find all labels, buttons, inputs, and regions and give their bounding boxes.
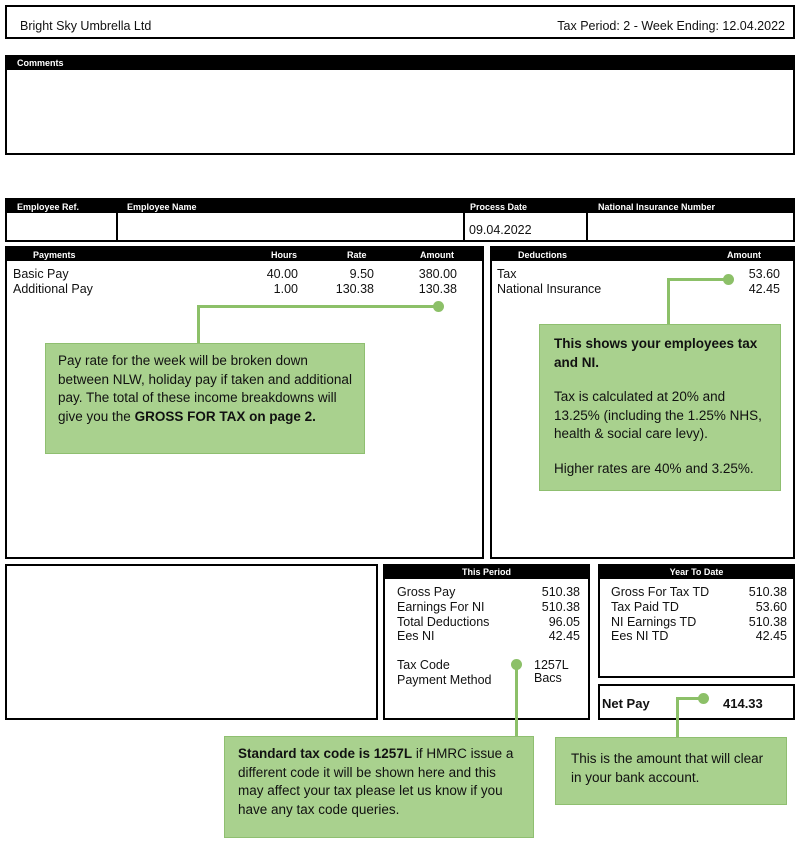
this-period-header bbox=[385, 566, 588, 579]
period-value: 510.38 bbox=[541, 600, 580, 614]
ytd-label: Year To Date bbox=[669, 567, 724, 577]
tax-code-callout bbox=[224, 736, 534, 838]
payments-header bbox=[7, 248, 482, 261]
period-label: Earnings For NI bbox=[397, 600, 485, 614]
callout-connector bbox=[197, 305, 200, 345]
net-pay-label: Net Pay bbox=[602, 696, 650, 711]
tax-code-value: 1257L bbox=[534, 658, 569, 672]
ytd-row-value: 510.38 bbox=[748, 585, 787, 599]
payments-callout-bold: GROSS FOR TAX on page 2. bbox=[134, 408, 316, 424]
tax-code-label: Tax Code bbox=[397, 658, 450, 672]
payment-method-label: Payment Method bbox=[397, 673, 492, 687]
period-value: 42.45 bbox=[548, 629, 580, 643]
net-pay-callout-text: This is the amount that will clear in your bank account. bbox=[571, 751, 764, 785]
col-rate: Rate bbox=[347, 250, 367, 260]
payment-rate: 130.38 bbox=[335, 282, 374, 296]
tax-code-callout-bold: Standard tax code is 1257L bbox=[238, 746, 413, 761]
ytd-row-label: Gross For Tax TD bbox=[611, 585, 710, 599]
net-pay-callout bbox=[555, 737, 787, 805]
payment-amount: 130.38 bbox=[418, 282, 457, 296]
callout-connector bbox=[667, 278, 729, 281]
deductions-callout bbox=[539, 324, 781, 491]
period-label: Ees NI bbox=[397, 629, 435, 643]
ytd-row-value: 510.38 bbox=[748, 615, 787, 629]
callout-dot bbox=[433, 301, 444, 312]
col-hours: Hours bbox=[271, 250, 298, 260]
deduction-desc: National Insurance bbox=[497, 282, 602, 296]
deduction-amount: 42.45 bbox=[748, 282, 780, 296]
payments-callout bbox=[45, 343, 365, 454]
process-date-label: Process Date bbox=[470, 202, 528, 212]
comments-label: Comments bbox=[17, 58, 64, 68]
deductions-callout-para: Higher rates are 40% and 3.25%. bbox=[554, 460, 754, 476]
callout-connector bbox=[515, 664, 518, 738]
payment-hours: 1.00 bbox=[273, 282, 298, 296]
period-value: 96.05 bbox=[548, 615, 580, 629]
net-pay-box bbox=[598, 684, 795, 720]
ytd-row-label: Tax Paid TD bbox=[611, 600, 679, 614]
employee-ref-label: Employee Ref. bbox=[17, 202, 80, 212]
payment-rate: 9.50 bbox=[349, 267, 374, 281]
period-label: Gross Pay bbox=[397, 585, 456, 599]
ytd-row-value: 53.60 bbox=[755, 600, 787, 614]
payslip-header bbox=[5, 5, 795, 39]
ytd-row-value: 42.45 bbox=[755, 629, 787, 643]
deductions-col-amount: Amount bbox=[727, 250, 761, 260]
blank-box bbox=[5, 564, 378, 720]
this-period-box bbox=[383, 564, 590, 720]
ytd-row-label: NI Earnings TD bbox=[611, 615, 697, 629]
ytd-row-label: Ees NI TD bbox=[611, 629, 669, 643]
year-to-date-box bbox=[598, 564, 795, 678]
deduction-desc: Tax bbox=[497, 267, 517, 281]
callout-connector bbox=[197, 305, 439, 308]
payment-hours: 40.00 bbox=[266, 267, 298, 281]
process-date-value: 09.04.2022 bbox=[469, 223, 532, 237]
deduction-amount: 53.60 bbox=[748, 267, 780, 281]
payments-callout-text: Pay rate for the week will be broken down between NLW, holiday pay if taken and additional pay. The total of these income breakdowns will give you the bbox=[58, 353, 352, 424]
comments-box bbox=[5, 55, 795, 155]
deductions-callout-title: This shows your employees tax and NI. bbox=[554, 336, 758, 370]
ni-number-label: National Insurance Number bbox=[598, 202, 716, 212]
deductions-header-label: Deductions bbox=[518, 250, 568, 260]
deductions-callout-para: Tax is calculated at 20% and 13.25% (including the 1.25% NHS, health & social care levy). bbox=[554, 389, 762, 441]
col-amount: Amount bbox=[420, 250, 454, 260]
period-value: 510.38 bbox=[541, 585, 580, 599]
divider bbox=[586, 213, 588, 240]
payment-method-value: Bacs bbox=[534, 671, 562, 685]
payment-desc: Basic Pay bbox=[13, 267, 69, 281]
period-label: Total Deductions bbox=[397, 615, 490, 629]
divider bbox=[463, 213, 465, 240]
callout-connector bbox=[676, 697, 679, 739]
net-pay-value: 414.33 bbox=[723, 696, 763, 711]
ytd-header bbox=[600, 566, 793, 579]
tax-period: Tax Period: 2 - Week Ending: 12.04.2022 bbox=[557, 19, 785, 33]
this-period-label: This Period bbox=[461, 567, 511, 577]
divider bbox=[116, 213, 118, 240]
callout-dot bbox=[723, 274, 734, 285]
payment-amount: 380.00 bbox=[418, 267, 457, 281]
comments-header bbox=[7, 57, 793, 70]
callout-connector bbox=[667, 278, 670, 326]
payment-desc: Additional Pay bbox=[13, 282, 93, 296]
employee-info bbox=[5, 198, 795, 242]
employee-name-label: Employee Name bbox=[127, 202, 197, 212]
tax-code-callout-text: if HMRC issue a different code it will be shown here and this may affect your tax please let us know if you have any tax code queries. bbox=[238, 746, 514, 817]
callout-dot bbox=[511, 659, 522, 670]
payments-header-label: Payments bbox=[33, 250, 76, 260]
company-name: Bright Sky Umbrella Ltd bbox=[20, 19, 152, 33]
callout-dot bbox=[698, 693, 709, 704]
